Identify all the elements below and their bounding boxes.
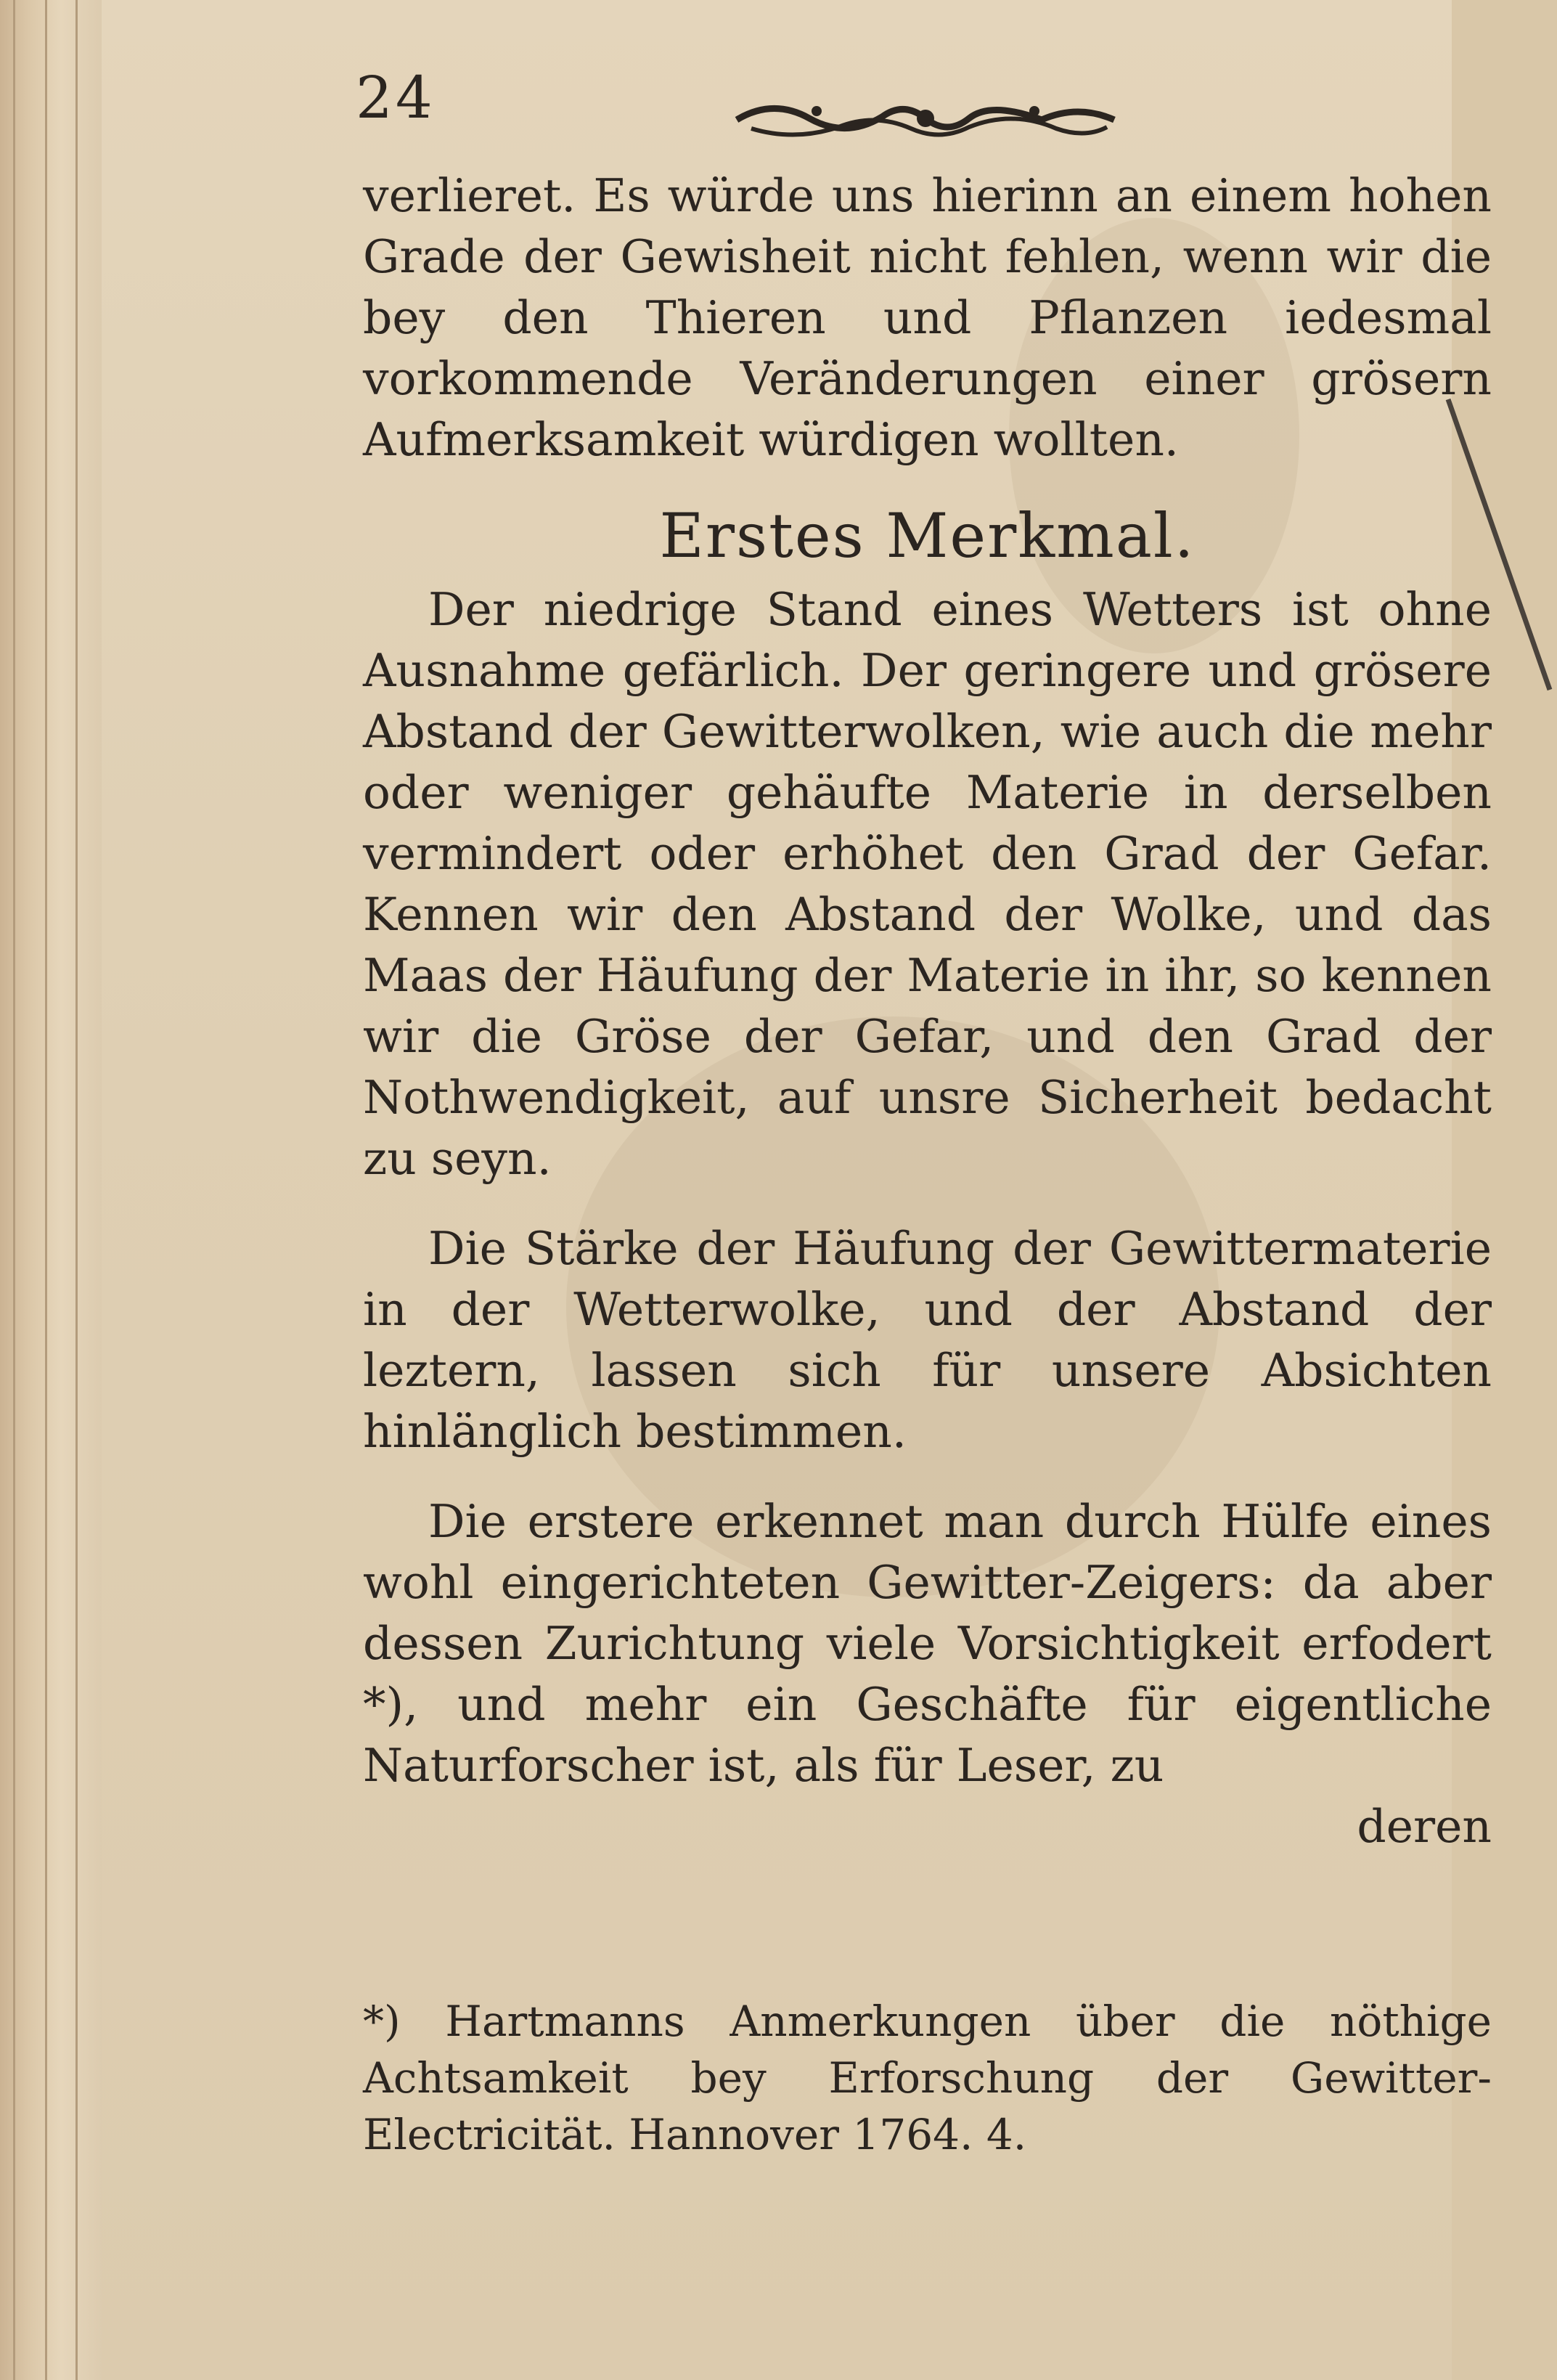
page-edge-line (45, 0, 47, 2380)
footnote-text: *) Hartmanns Anmerkungen über die nöthige Achtsamkeit bey Erforschung der Gewitter-Electricität. Hannover 1764. 4. (363, 1997, 1492, 2159)
book-page-edges (0, 0, 102, 2380)
paragraph-gap (363, 1462, 1492, 1491)
paragraph: Der niedrige Stand eines Wetters ist ohne Ausnahme gefärlich. Der geringere und grösere Abstand der Gewitterwolken, wie auch die mehr oder weniger gehäufte Materie in derselben vermindert oder erhöhet den Grad der Gefar. Kennen wir den Abstand der Wolke, und das Maas der Häufung der Materie in ihr, so kennen wir die Gröse der Gefar, und den Grad der Nothwendigkeit, auf unsre Sicherheit bedacht zu seyn. (363, 583, 1492, 1185)
section-heading: Erstes Merkmal. (659, 500, 1196, 571)
page-edge-line (13, 0, 15, 2380)
paragraph-gap (363, 1189, 1492, 1218)
paragraph: Die erstere erkennet man durch Hülfe eines wohl eingerichteten Gewitter-Zeigers: da aber dessen Zurichtung viele Vorsichtigkeit erfodert *), und mehr ein Geschäfte für eigentliche Naturforscher ist, als für Leser, zu (363, 1495, 1492, 1792)
main-text (363, 166, 1492, 1857)
paragraph-continuation: verlieret. Es würde uns hierinn an einem hohen Grade der Gewisheit nicht fehlen, wenn wir die bey den Thieren und Pflanzen iedesmal vorkommende Veränderungen einer grösern Aufmerksamkeit würdigen wollten. (363, 169, 1492, 466)
page-edge-line (75, 0, 78, 2380)
book-page (102, 0, 1492, 2380)
footnote (363, 1993, 1492, 2163)
page-number: 24 (356, 64, 436, 131)
catchword: deren (1357, 1800, 1492, 1853)
page-header (102, 51, 1452, 131)
ornament-icon (730, 91, 1121, 149)
paragraph: Die Stärke der Häufung der Gewittermaterie in der Wetterwolke, und der Abstand der leztern, lassen sich für unsere Absichten hinlänglich bestimmen. (363, 1222, 1492, 1458)
